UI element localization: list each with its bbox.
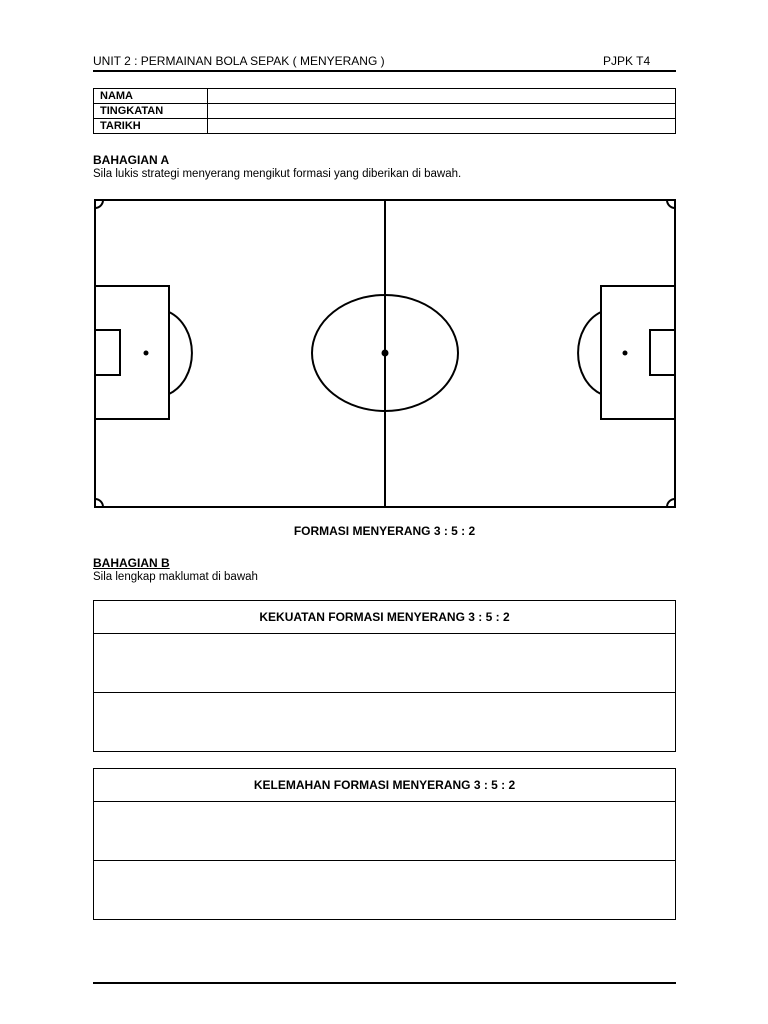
name-label: NAMA xyxy=(94,89,208,104)
strengths-answer-row[interactable] xyxy=(94,693,675,751)
table-row xyxy=(94,119,676,134)
header-rule xyxy=(93,70,676,72)
strengths-title: KEKUATAN FORMASI MENYERANG 3 : 5 : 2 xyxy=(94,601,675,634)
strengths-box xyxy=(93,600,676,752)
strengths-answer-row[interactable] xyxy=(94,634,675,693)
date-label: TARIKH xyxy=(94,119,208,134)
date-field[interactable] xyxy=(208,119,676,134)
document-title: UNIT 2 : PERMAINAN BOLA SEPAK ( MENYERANG ) xyxy=(93,54,385,68)
corner-arc-top-right xyxy=(667,200,675,208)
table-row xyxy=(94,104,676,119)
left-penalty-spot xyxy=(144,351,149,356)
football-pitch-diagram[interactable] xyxy=(93,198,677,510)
subject-code: PJPK T4 xyxy=(603,54,651,68)
section-b-instruction: Sila lengkap maklumat di bawah xyxy=(93,571,258,583)
right-penalty-arc xyxy=(578,312,601,394)
left-goal-box xyxy=(95,330,120,375)
weaknesses-title: KELEMAHAN FORMASI MENYERANG 3 : 5 : 2 xyxy=(94,769,675,802)
centre-spot xyxy=(382,350,389,357)
right-penalty-spot xyxy=(623,351,628,356)
footer-rule xyxy=(93,982,676,984)
corner-arc-bottom-right xyxy=(667,499,675,507)
right-goal-box xyxy=(650,330,675,375)
section-b-title: BAHAGIAN B xyxy=(93,556,170,570)
right-penalty-box xyxy=(601,286,675,419)
corner-arc-bottom-left xyxy=(95,499,103,507)
section-a-instruction: Sila lukis strategi menyerang mengikut formasi yang diberikan di bawah. xyxy=(93,168,462,180)
form-field[interactable] xyxy=(208,104,676,119)
left-penalty-arc xyxy=(169,312,192,394)
weaknesses-answer-row[interactable] xyxy=(94,861,675,919)
left-penalty-box xyxy=(95,286,169,419)
student-info-table xyxy=(93,88,676,134)
weaknesses-box xyxy=(93,768,676,920)
table-row xyxy=(94,89,676,104)
section-a-title: BAHAGIAN A xyxy=(93,153,170,167)
corner-arc-top-left xyxy=(95,200,103,208)
formation-caption: FORMASI MENYERANG 3 : 5 : 2 xyxy=(293,524,476,538)
weaknesses-answer-row[interactable] xyxy=(94,802,675,861)
form-label: TINGKATAN xyxy=(94,104,208,119)
name-field[interactable] xyxy=(208,89,676,104)
